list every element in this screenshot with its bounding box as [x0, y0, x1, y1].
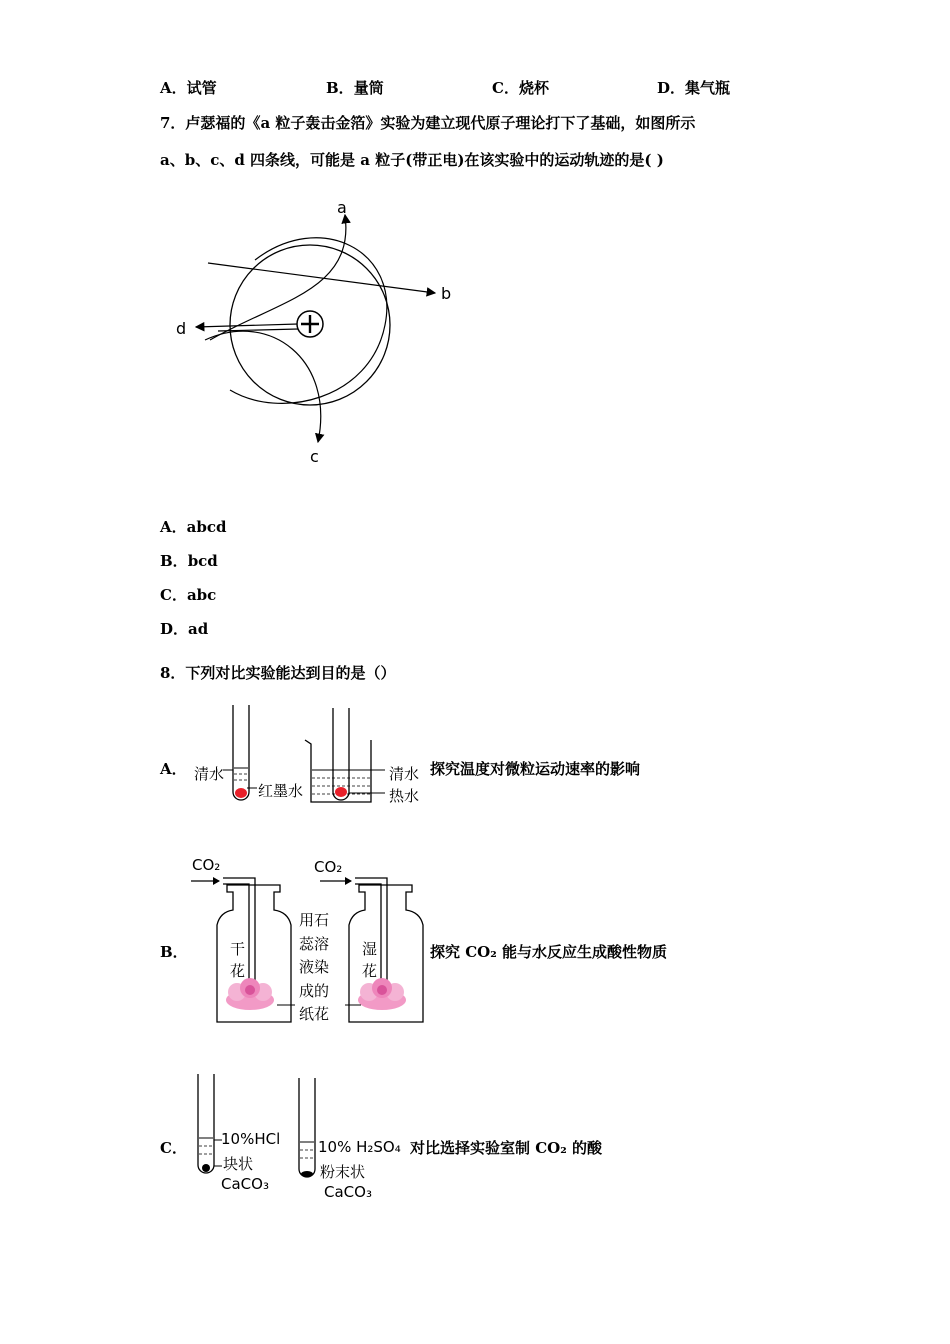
- q8c-acid2: 10% H₂SO₄: [318, 1138, 401, 1156]
- label-b: b: [441, 284, 452, 303]
- rutherford-diagram: [160, 190, 480, 470]
- flower-right-icon: [358, 978, 406, 1010]
- q8c-solid2a: 粉末状: [320, 1163, 366, 1181]
- q8-option-c-letter: C．: [160, 1139, 187, 1157]
- label-c: c: [310, 447, 319, 466]
- track-d: [196, 324, 298, 327]
- q8b-litmus-label: 用石 蕊溶 液染 成的 纸花: [299, 911, 330, 1023]
- q8c-purpose: 对比选择实验室制 CO₂ 的酸: [410, 1139, 603, 1157]
- q6-option-a: A．试管: [160, 79, 217, 97]
- track-b: [208, 263, 435, 293]
- track-c: [205, 331, 321, 442]
- q8-option-a-letter: A．: [160, 760, 187, 778]
- q6-option-d: D．集气瓶: [657, 79, 731, 97]
- label-a: a: [337, 198, 347, 217]
- q8b-purpose: 探究 CO₂ 能与水反应生成酸性物质: [430, 943, 668, 961]
- q8a-purpose: 探究温度对微粒运动速率的影响: [430, 760, 641, 778]
- q7-stem-line2: a、b、c、d 四条线，可能是 a 粒子(带正电)在该实验中的运动轨迹的是( ): [160, 151, 664, 169]
- q7-option-a: A．abcd: [160, 518, 227, 536]
- q6-option-c: C．烧杯: [492, 79, 549, 97]
- q7-stem-line1: 7．卢瑟福的《a 粒子轰击金箔》实验为建立现代原子理论打下了基础，如图所示: [160, 114, 696, 132]
- q8b-gas-right: CO₂: [314, 858, 343, 876]
- q8a-hot-water-label: 热水: [389, 787, 420, 805]
- flower-left-icon: [226, 978, 274, 1010]
- q7-option-c: C．abc: [160, 586, 217, 604]
- q7-option-d: D．ad: [160, 620, 209, 638]
- q8-stem: 8．下列对比实验能达到目的是（）: [160, 664, 396, 682]
- q8c-solid2b: CaCO₃: [324, 1183, 372, 1201]
- q6-option-b: B．量筒: [326, 79, 384, 97]
- q8-option-b-letter: B．: [160, 943, 188, 961]
- q8a-right-water-label: 清水: [389, 765, 420, 783]
- q8a-left-water-label: 清水: [194, 765, 225, 783]
- q8c-solid1b: CaCO₃: [221, 1175, 269, 1193]
- label-d: d: [176, 319, 187, 338]
- q8b-gas-left: CO₂: [192, 856, 221, 874]
- q7-option-b: B．bcd: [160, 552, 218, 570]
- q8a-ink-label: 红墨水: [258, 782, 304, 800]
- q8c-acid1: 10%HCl: [221, 1130, 281, 1148]
- q8b-dry-flower-label: 干 花: [230, 940, 246, 980]
- q8c-solid1a: 块状: [223, 1155, 254, 1173]
- q8b-wet-flower-label: 湿 花: [362, 940, 378, 980]
